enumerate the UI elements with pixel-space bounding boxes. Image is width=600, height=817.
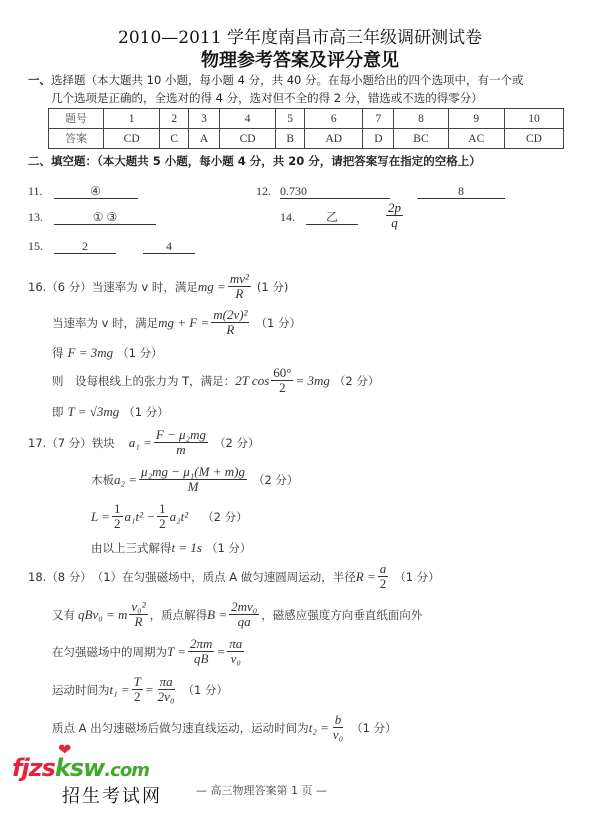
answer-blank: 8 (417, 185, 505, 199)
table-cell-number: 8 (394, 109, 448, 129)
q18-line5: 质点 A 出匀速磁场后做匀速直线运动，运动时间为 t₂ = $\frac{b}{\text{v₀}}$ （1 分） (52, 712, 397, 742)
q18-line4: 运动时间为 t₁ = $\frac{T}{2}$ = $\frac{\pi a}{\text{2v₀}}$ （1 分） (52, 674, 228, 704)
table-cell-number: 10 (505, 109, 564, 129)
document-subtitle: 物理参考答案及评分意见 (201, 50, 399, 71)
q18-line3: 在匀强磁场中的周期为 T = $\frac{2\pi m}{qB}$ = $\frac{\pi a}{\text{v₀}}$ (52, 636, 243, 666)
fill-item-14-fraction (384, 201, 405, 230)
table-cell-answer: CD (104, 129, 160, 149)
answer-blank: ④ (54, 185, 138, 199)
item-number: 14. (280, 210, 295, 224)
table-cell-number: 3 (189, 109, 220, 129)
question-label: 16.（6 分） (28, 279, 92, 294)
table-cell-number: 6 (305, 109, 363, 129)
table-cell-number: 7 (363, 109, 394, 129)
table-cell-number: 9 (448, 109, 504, 129)
q16-line4: 则 设每根线上的张力为 T，满足： 2T cos $\frac{60^\circ}{2}$ = 3mg （2 分） (52, 365, 380, 395)
item-number: 11. (28, 184, 43, 198)
item-number: 15. (28, 239, 43, 253)
fraction-numerator: 2p (388, 200, 401, 215)
table-cell-answer: D (363, 129, 394, 149)
fraction-denominator: q (391, 215, 398, 230)
section1-heading: 一、 (28, 73, 51, 87)
fill-item-12 (256, 184, 505, 199)
section2-heading: 二、填空题：（本大题共 5 小题，每小题 4 分，共 20 分，请把答案写在指定的空格上） (28, 154, 481, 168)
section1-intro-line1 (28, 73, 524, 88)
table-header-answer: 答案 (49, 129, 104, 149)
table-cell-number: 1 (104, 109, 160, 129)
table-row-answers (49, 129, 564, 149)
item-number: 12. (256, 184, 271, 198)
q18-line1: 18.（8 分） （1）在匀强磁场中，质点 A 做匀速圆周运动，半径 R = $\frac{a}{2}$ （1 分） (28, 561, 440, 591)
table-cell-answer: A (189, 129, 220, 149)
section1-intro-text: 选择题（本大题共 10 小题，每小题 4 分，共 40 分。在每小题给出的四个选项中，有一个或 (51, 73, 524, 87)
table-cell-answer: CD (219, 129, 275, 149)
q16-line1: 16.（6 分） 当速率为 v 时，满足 mg = $\frac{\text{mv²}}{R}$ (1 分) (28, 271, 289, 301)
table-cell-number: 5 (276, 109, 305, 129)
table-cell-answer: BC (394, 129, 448, 149)
table-cell-answer: AD (305, 129, 363, 149)
section1-intro-line2: 几个选项是正确的，全选对的得 4 分，选对但不全的得 2 分，错选或不选的得零分） (51, 91, 483, 105)
fill-item-11 (28, 184, 138, 199)
q18-line2: 又有 qBv₀ = m $\frac{\text{v₀²}}{R}$ ，质点解得 B = $\frac{\text{2mv₀}}{qa}$ ，磁感应强度方向垂直纸面向外 (52, 599, 423, 629)
q16-line3: 得 F = 3mg （1 分） (52, 345, 163, 360)
q17-line2: 木板 a₂ = $\frac{\text{μ₂mg − μ₁(M + m)g}}{M}$ （2 分） (91, 464, 299, 494)
q16-line2: 当速率为 v 时，满足 mg + F = $\frac{\text{m(2v)²}}{R}$ （1 分） (52, 307, 301, 337)
table-cell-answer: B (276, 129, 305, 149)
question-label: 18.（8 分） (28, 569, 92, 584)
table-cell-number: 4 (219, 109, 275, 129)
q17-line4: 由以上三式解得 t = 1s （1 分） (91, 540, 252, 555)
q17-line3: L = $\frac{1}{2}$ a₁t² − $\frac{1}{2}$ a₂t² （2 分） (91, 501, 248, 531)
answer-blank: 0.730 (280, 185, 390, 199)
table-cell-answer: AC (448, 129, 504, 149)
item-number: 13. (28, 210, 43, 224)
document-title: 2010—2011 学年度南昌市高三年级调研测试卷 (118, 28, 482, 48)
logo-chinese-text: 招生考试网 (62, 786, 162, 807)
answer-blank: 乙 (306, 211, 358, 225)
q17-line1: 17.（7 分） 铁块 a₁ = $\frac{\text{F − μ₂mg}}{m}$ （2 分） (28, 427, 260, 457)
table-cell-answer: CD (505, 129, 564, 149)
fill-item-15 (28, 239, 195, 254)
answer-blank: 2 (54, 240, 116, 254)
table-header-number: 题号 (49, 109, 104, 129)
table-cell-number: 2 (160, 109, 189, 129)
answer-blank: 4 (143, 240, 195, 254)
site-logo (12, 740, 182, 814)
answer-table (48, 108, 564, 149)
table-cell-answer: C (160, 129, 189, 149)
question-label: 17.（7 分） (28, 435, 92, 450)
table-row-numbers (49, 109, 564, 129)
page-footer: — 高三物理答案第 1 页 — (196, 784, 327, 797)
answer-blank: ① ③ (54, 211, 156, 225)
heart-icon: ❤ (58, 740, 72, 759)
q16-line5: 即 T = √3mg （1 分） (52, 404, 169, 419)
fill-item-13 (28, 210, 156, 225)
logo-text: fjzsksw.com (12, 754, 149, 782)
fill-item-14 (280, 210, 358, 225)
